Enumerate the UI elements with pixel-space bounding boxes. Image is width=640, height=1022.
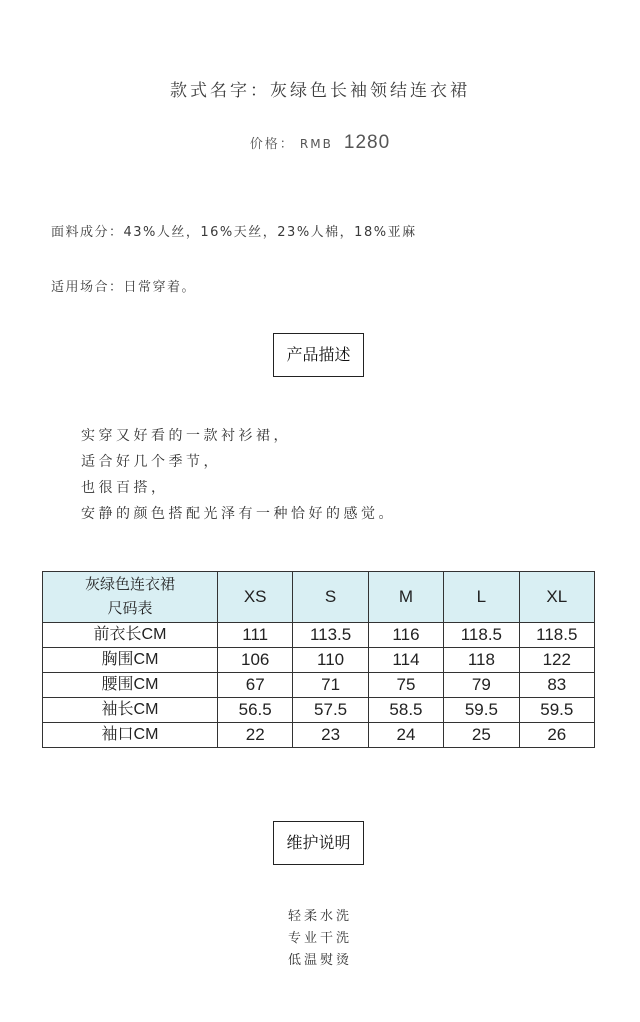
corner-title: 灰绿色连衣裙 <box>84 576 175 593</box>
table-row <box>43 723 595 748</box>
occasion-text: 适用场合：日常穿着。 <box>51 280 197 295</box>
care-line: 轻柔水洗 <box>287 909 352 924</box>
table-cell: 113.5 <box>293 623 368 648</box>
table-cell: 23 <box>293 723 368 748</box>
size-header-cell: L <box>444 572 519 623</box>
corner-subtitle: 尺码表 <box>107 600 153 617</box>
description-text <box>81 423 396 527</box>
care-line: 低温熨烫 <box>287 953 352 968</box>
table-cell: 71 <box>293 673 368 698</box>
price-label: 价格： <box>249 137 295 152</box>
row-label: 胸围CM <box>43 648 218 673</box>
table-cell: 83 <box>519 673 594 698</box>
size-header-cell: M <box>368 572 443 623</box>
care-heading: 维护说明 <box>273 821 364 865</box>
table-cell: 118.5 <box>444 623 519 648</box>
table-cell: 25 <box>444 723 519 748</box>
table-cell: 118 <box>444 648 519 673</box>
table-cell: 26 <box>519 723 594 748</box>
table-cell: 59.5 <box>444 698 519 723</box>
care-line: 专业干洗 <box>287 931 352 946</box>
size-header-cell: S <box>293 572 368 623</box>
table-row <box>43 648 595 673</box>
table-cell: 111 <box>218 623 293 648</box>
table-cell: 59.5 <box>519 698 594 723</box>
size-header-cell: XL <box>519 572 594 623</box>
size-header-row <box>43 572 595 623</box>
size-table-corner <box>43 572 218 623</box>
description-line: 安静的颜色搭配光泽有一种恰好的感觉。 <box>81 506 396 522</box>
price-currency: RMB <box>299 137 333 151</box>
table-cell: 24 <box>368 723 443 748</box>
fabric-composition: 面料成分：43%人丝，16%天丝，23%人棉，18%亚麻 <box>51 225 417 240</box>
size-header-cell: XS <box>218 572 293 623</box>
table-cell: 75 <box>368 673 443 698</box>
description-heading: 产品描述 <box>273 333 364 377</box>
table-cell: 116 <box>368 623 443 648</box>
price-value: 1280 <box>343 132 391 153</box>
table-cell: 106 <box>218 648 293 673</box>
description-line: 实穿又好看的一款衬衫裙， <box>81 428 291 444</box>
table-cell: 79 <box>444 673 519 698</box>
description-line: 也很百搭， <box>81 480 169 496</box>
table-row <box>43 623 595 648</box>
price-row <box>0 132 640 154</box>
size-table <box>42 571 595 748</box>
table-cell: 114 <box>368 648 443 673</box>
table-cell: 122 <box>519 648 594 673</box>
care-instructions <box>0 906 640 972</box>
description-line: 适合好几个季节， <box>81 454 221 470</box>
table-cell: 58.5 <box>368 698 443 723</box>
row-label: 腰围CM <box>43 673 218 698</box>
row-label: 袖长CM <box>43 698 218 723</box>
table-cell: 67 <box>218 673 293 698</box>
product-title: 款式名字：灰绿色长袖领结连衣裙 <box>170 81 470 101</box>
table-cell: 118.5 <box>519 623 594 648</box>
row-label: 前衣长CM <box>43 623 218 648</box>
table-cell: 22 <box>218 723 293 748</box>
table-cell: 57.5 <box>293 698 368 723</box>
table-cell: 110 <box>293 648 368 673</box>
row-label: 袖口CM <box>43 723 218 748</box>
table-row <box>43 673 595 698</box>
table-row <box>43 698 595 723</box>
table-cell: 56.5 <box>218 698 293 723</box>
